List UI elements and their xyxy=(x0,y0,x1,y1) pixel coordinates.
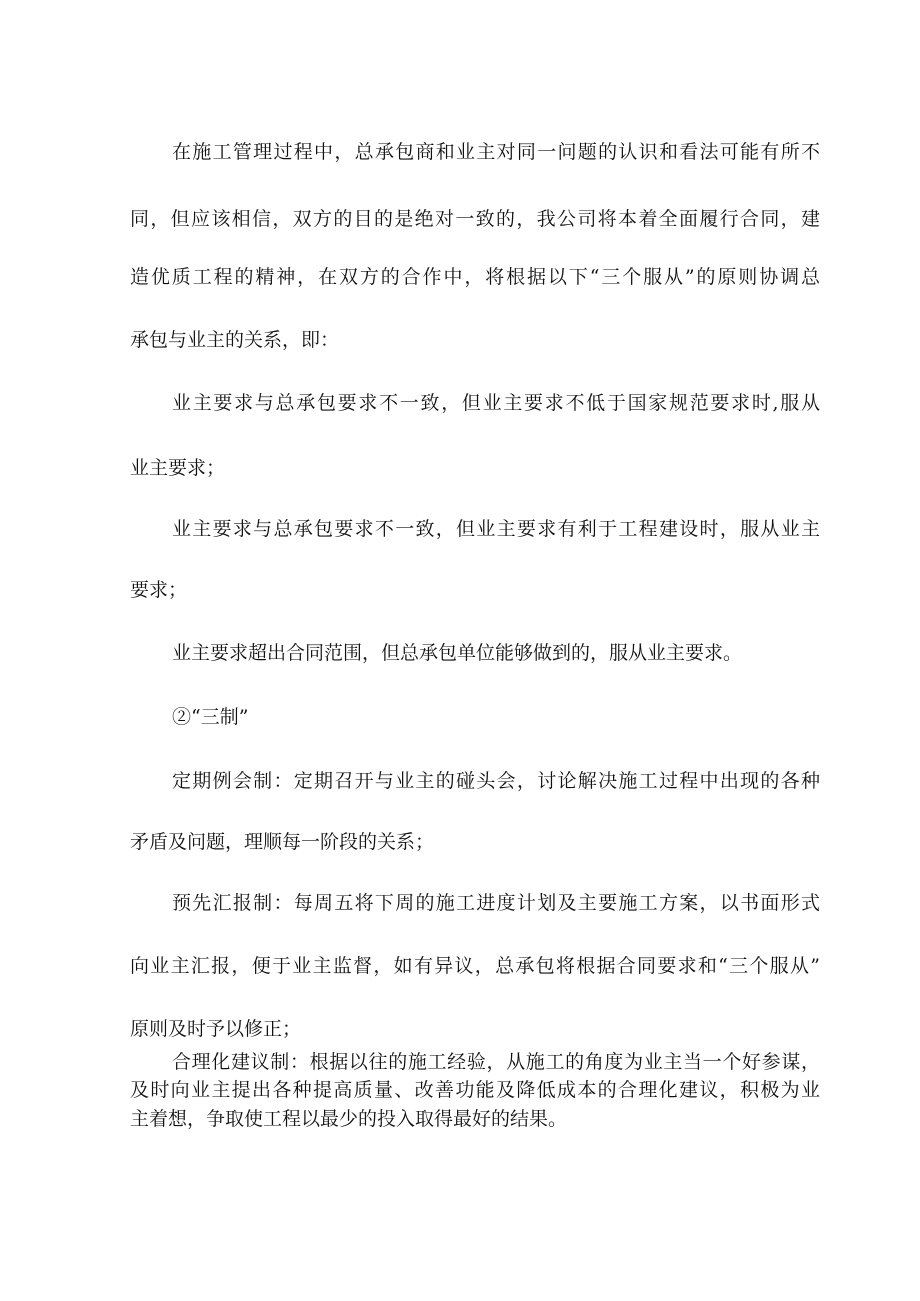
three-systems-heading: ②“三制” xyxy=(172,706,249,728)
intro-line-1: 在施工管理过程中，总承包商和业主对同一问题的认识和看法可能有所不 xyxy=(172,141,820,163)
obey-1-line-1: 业主要求与总承包要求不一致，但业主要求不低于国家规范要求时,服从 xyxy=(172,392,820,414)
rational-suggestion-line-3: 主着想，争取使工程以最少的投入取得最好的结果。 xyxy=(130,1108,568,1130)
obey-2-line-2: 要求； xyxy=(130,579,188,601)
obey-1-line-2: 业主要求； xyxy=(130,457,226,479)
regular-meeting-line-1: 定期例会制：定期召开与业主的碰头会，讨论解决施工过程中出现的各种 xyxy=(172,770,820,792)
obey-3-line-1: 业主要求超出合同范围，但总承包单位能够做到的，服从业主要求。 xyxy=(172,642,743,664)
advance-report-line-1: 预先汇报制：每周五将下周的施工进度计划及主要施工方案，以书面形式 xyxy=(172,892,820,914)
intro-line-2: 同，但应该相信，双方的目的是绝对一致的，我公司将本着全面履行合同，建 xyxy=(130,208,820,230)
rational-suggestion-line-1: 合理化建议制：根据以往的施工经验，从施工的角度为业主当一个好参谋， xyxy=(172,1051,820,1073)
advance-report-line-3: 原则及时予以修正； xyxy=(130,1018,302,1040)
advance-report-line-2: 向业主汇报，便于业主监督，如有异议，总承包将根据合同要求和“三个服从” xyxy=(130,955,820,977)
obey-2-line-1: 业主要求与总承包要求不一致，但业主要求有利于工程建设时，服从业主 xyxy=(172,518,820,540)
regular-meeting-line-2: 矛盾及问题，理顺每一阶段的关系； xyxy=(130,831,435,853)
intro-line-4: 承包与业主的关系，即： xyxy=(130,329,340,351)
intro-line-3: 造优质工程的精神，在双方的合作中，将根据以下“三个服从”的原则协调总 xyxy=(130,266,820,288)
rational-suggestion-line-2: 及时向业主提出各种提高质量、改善功能及降低成本的合理化建议，积极为业 xyxy=(130,1079,820,1101)
